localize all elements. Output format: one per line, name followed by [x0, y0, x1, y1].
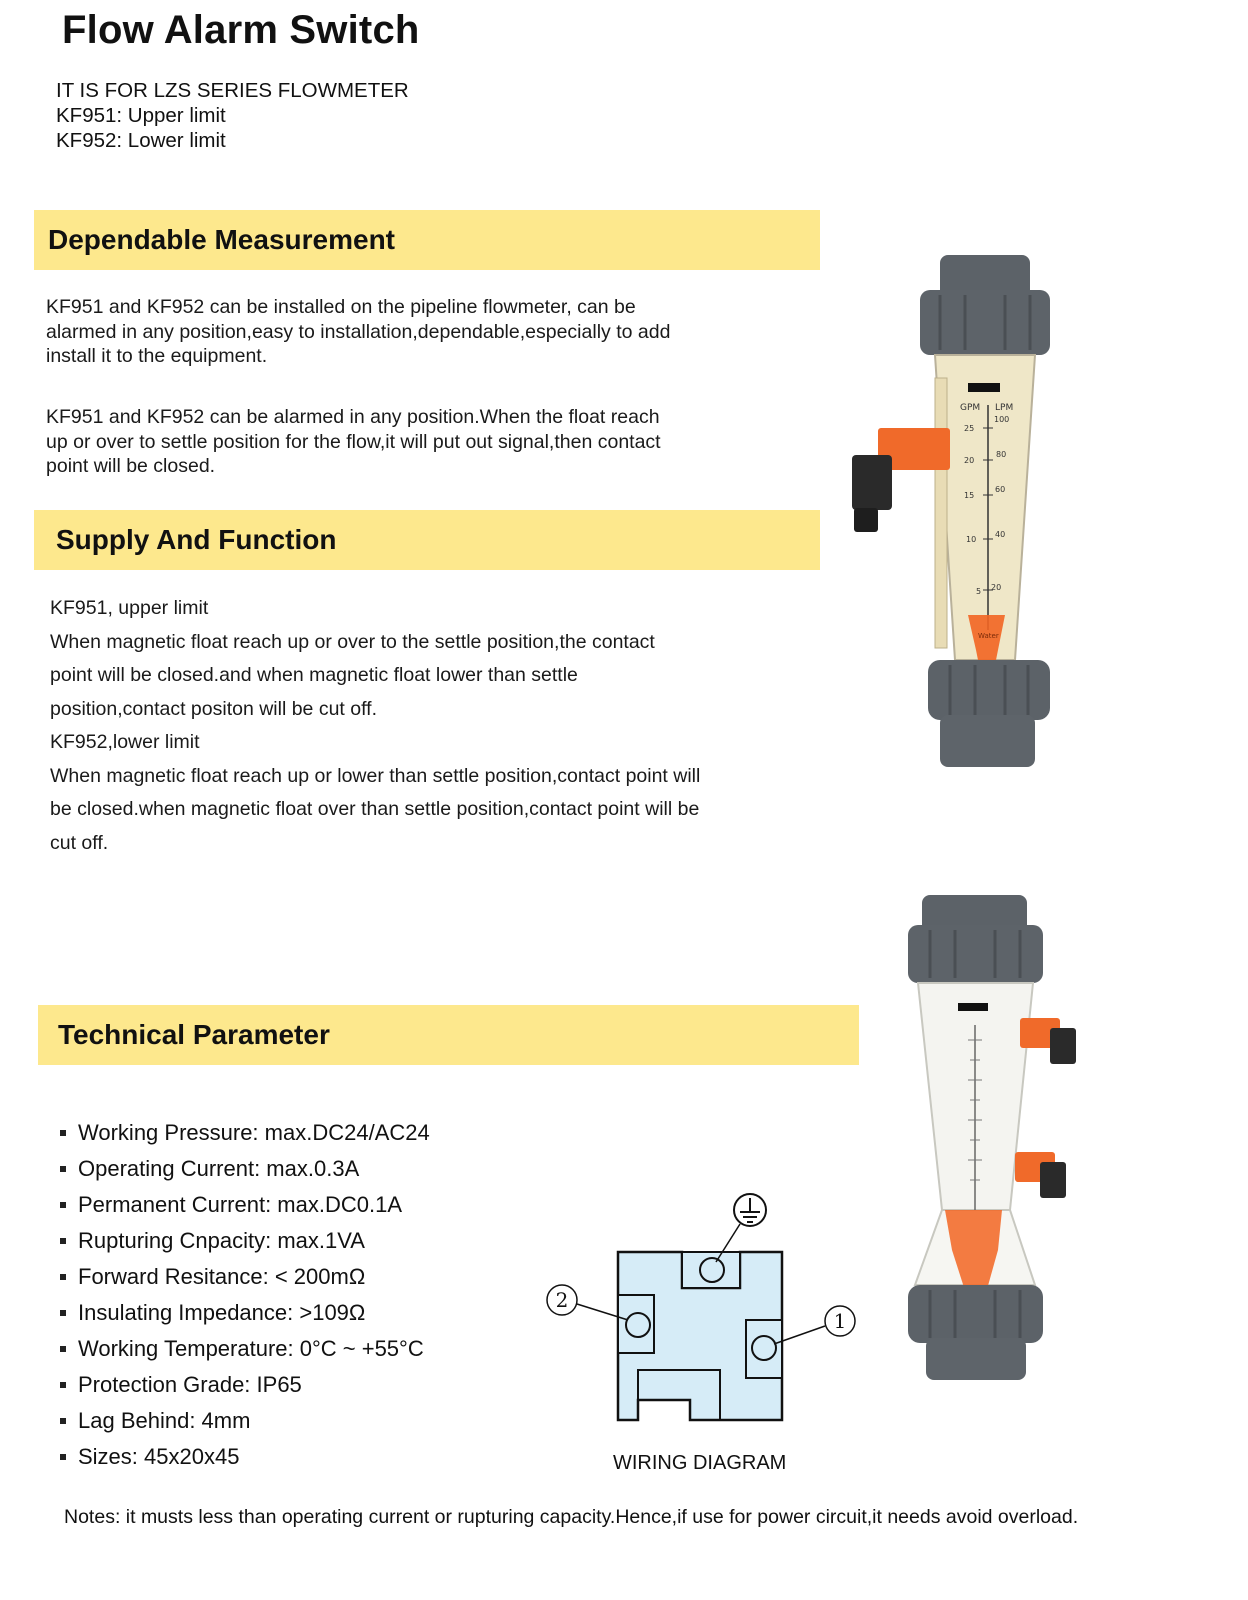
lpm-tick: 40: [995, 530, 1006, 539]
flowmeter-with-two-switches-image: [890, 890, 1090, 1385]
parameter-item: Insulating Impedance: >109Ω: [60, 1295, 430, 1331]
top-union-nut: [908, 925, 1043, 983]
gpm-label: GPM: [960, 403, 981, 413]
parameter-item: Rupturing Cnpacity: max.1VA: [60, 1223, 430, 1259]
dependable-paragraph-2: [46, 405, 661, 479]
parameter-item: Forward Resitance: < 200mΩ: [60, 1259, 430, 1295]
supply-line: be closed.when magnetic float over than settle position,contact point will be: [50, 798, 700, 820]
section-banner-supply: [34, 510, 820, 570]
supply-line: point will be closed.and when magnetic float lower than settle: [50, 664, 578, 686]
bottom-cap: [926, 1338, 1026, 1380]
supply-line: When magnetic float reach up or over to the settle position,the contact: [50, 630, 655, 653]
section-banner-technical: [38, 1005, 859, 1065]
wiring-diagram: [540, 1190, 870, 1430]
parameter-item: Operating Current: max.0.3A: [60, 1151, 430, 1187]
bottom-union-nut: [908, 1285, 1043, 1343]
intro-block: [56, 78, 409, 153]
technical-parameter-list: [60, 1115, 430, 1475]
section-heading-supply: Supply And Function: [56, 524, 337, 555]
intro-line-kf952: KF952: Lower limit: [56, 129, 226, 152]
section-heading-technical: Technical Parameter: [58, 1019, 330, 1050]
page-title: Flow Alarm Switch: [62, 8, 420, 52]
parameter-item: Working Pressure: max.DC24/AC24: [60, 1115, 430, 1151]
supply-line: KF952,lower limit: [50, 731, 200, 753]
parameter-item: Sizes: 45x20x45: [60, 1439, 430, 1475]
paragraph-line: KF951 and KF952 can be installed on the pipeline flowmeter, can be: [46, 296, 636, 318]
section-heading-dependable: Dependable Measurement: [48, 224, 395, 255]
parameter-item: Lag Behind: 4mm: [60, 1403, 430, 1439]
lpm-tick: 80: [996, 450, 1007, 459]
switch-guide-rail: [935, 378, 947, 648]
terminal-1-label: 1: [833, 1309, 847, 1333]
bottom-cap: [940, 715, 1035, 767]
tube-window-mark: [958, 1003, 988, 1011]
supply-line: position,contact positon will be cut off.: [50, 697, 377, 720]
flowmeter-with-alarm-switch-image: [840, 250, 1070, 775]
supply-line: cut off.: [50, 831, 109, 854]
bottom-union-nut: [928, 660, 1050, 720]
section-banner-dependable: [34, 210, 820, 270]
dependable-paragraph-1: [46, 295, 670, 369]
parameter-item: Protection Grade: IP65: [60, 1367, 430, 1403]
lpm-tick: 100: [994, 415, 1010, 424]
tapered-tube: [935, 355, 1035, 660]
connector-body: [852, 455, 892, 510]
paragraph-line: up or over to settle position for the flow,it will put out signal,then contact: [46, 430, 661, 453]
intro-line-kf951: KF951: Upper limit: [56, 104, 226, 127]
supply-function-text: [50, 592, 700, 860]
lpm-tick: 60: [995, 485, 1006, 494]
parameter-item: Permanent Current: max.DC0.1A: [60, 1187, 430, 1223]
cable-gland: [854, 508, 878, 532]
gpm-tick: 15: [964, 491, 975, 500]
tube-window-mark: [968, 383, 1000, 392]
paragraph-line: alarmed in any position,easy to installation,dependable,especially to add: [46, 320, 671, 343]
gpm-tick: 20: [964, 456, 975, 465]
supply-line: KF951, upper limit: [50, 597, 209, 619]
notes-text: Notes: it musts less than operating current or rupturing capacity.Hence,if use for power circuit,it needs avoid overload.: [64, 1506, 1079, 1528]
terminal-2-box: [618, 1295, 654, 1353]
terminal-2-label: 2: [555, 1288, 569, 1312]
paragraph-line: install it to the equipment.: [46, 345, 268, 367]
parameter-item: Working Temperature: 0°C ~ +55°C: [60, 1331, 430, 1367]
lpm-tick: 20: [991, 583, 1002, 592]
intro-line-series: IT IS FOR LZS SERIES FLOWMETER: [56, 79, 409, 102]
supply-line: When magnetic float reach up or lower than settle position,contact point will: [50, 764, 701, 787]
lpm-label: LPM: [995, 403, 1014, 413]
paragraph-line: point will be closed.: [46, 455, 216, 477]
float-label: Water: [978, 632, 999, 640]
gpm-tick: 10: [966, 535, 977, 544]
gpm-tick: 25: [964, 424, 975, 433]
paragraph-line: KF951 and KF952 can be alarmed in any position.When the float reach: [46, 406, 660, 428]
upper-connector: [1050, 1028, 1076, 1064]
wiring-diagram-caption: WIRING DIAGRAM: [613, 1452, 787, 1474]
gpm-tick: 5: [976, 587, 982, 596]
lower-connector: [1040, 1162, 1066, 1198]
